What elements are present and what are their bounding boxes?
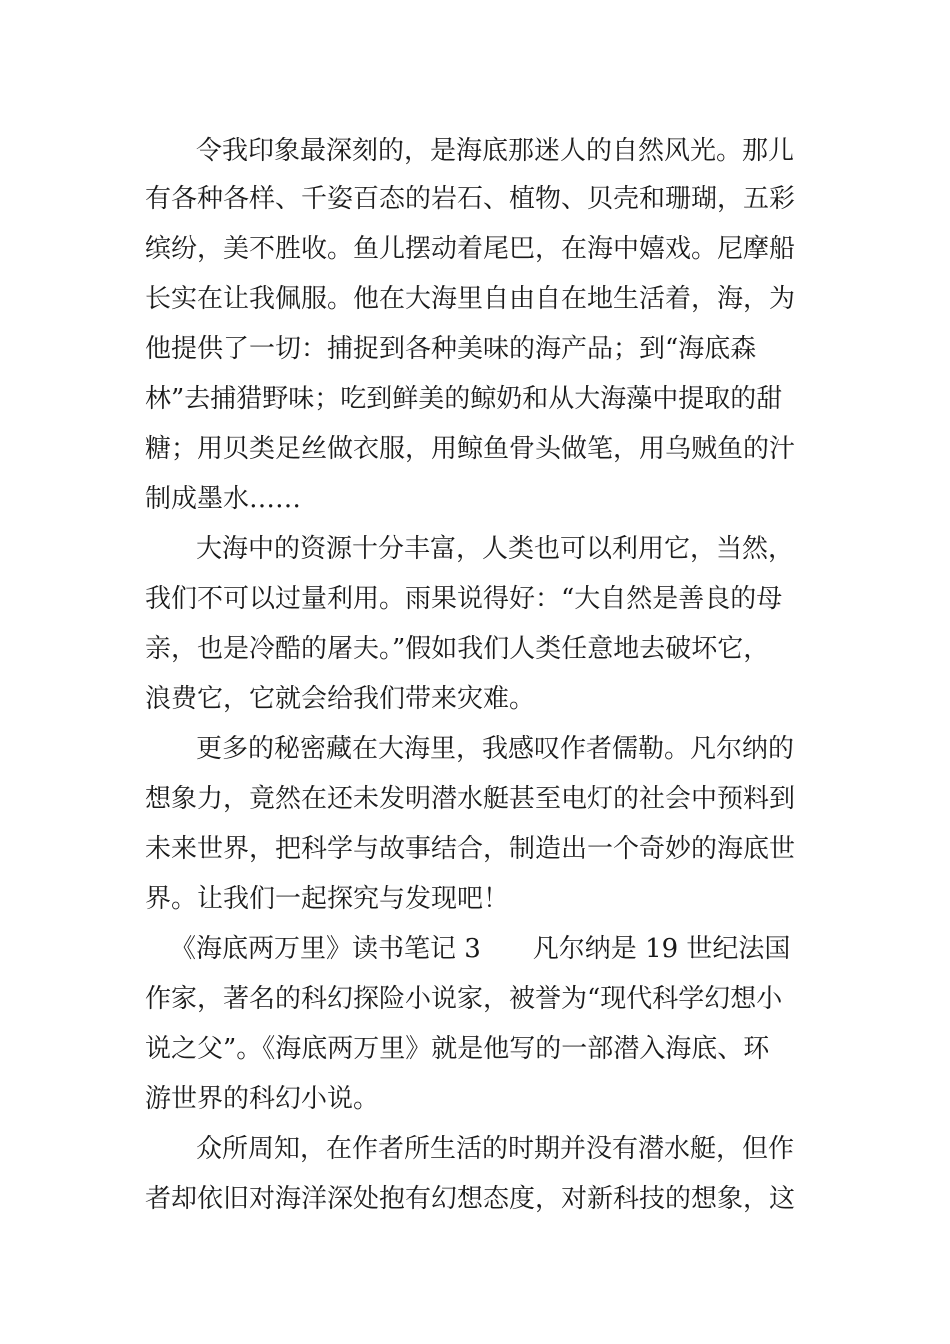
text-line: 想象力，竟然在还未发明潜水艇甚至电灯的社会中预料到 [145,784,796,814]
text-line: 缤纷，美不胜收。鱼儿摆动着尾巴，在海中嬉戏。尼摩船 [145,234,796,264]
text-line: 游世界的科幻小说。 [145,1084,380,1114]
text-line: 令我印象最深刻的，是海底那迷人的自然风光。那儿 [196,136,795,166]
text-line: 说之父”。《海底两万里》就是他写的一部潜入海底、环 [145,1034,770,1064]
text-line: 未来世界，把科学与故事结合，制造出一个奇妙的海底世 [145,834,796,864]
text-line: 《海底两万里》读书笔记 3 凡尔纳是 19 世纪法国 [170,934,791,964]
text-line: 制成墨水…… [145,484,302,514]
text-line: 他提供了一切：捕捉到各种美味的海产品；到“海底森 [145,334,757,364]
text-line: 亲，也是冷酷的屠夫。”假如我们人类任意地去破坏它， [145,634,770,664]
text-line: 糖；用贝类足丝做衣服，用鲸鱼骨头做笔，用乌贼鱼的汁 [145,434,796,464]
text-line: 界。让我们一起探究与发现吧！ [145,884,510,914]
text-line: 长实在让我佩服。他在大海里自由自在地生活着，海，为 [145,284,796,314]
text-line: 更多的秘密藏在大海里，我感叹作者儒勒。凡尔纳的 [196,734,795,764]
text-line: 浪费它，它就会给我们带来灾难。 [145,684,536,714]
text-line: 者却依旧对海洋深处抱有幻想态度，对新科技的想象，这 [145,1184,796,1214]
text-line: 有各种各样、千姿百态的岩石、植物、贝壳和珊瑚，五彩 [145,184,796,214]
text-line: 大海中的资源十分丰富，人类也可以利用它，当然， [196,534,795,564]
text-line: 我们不可以过量利用。雨果说得好：“大自然是善良的母 [145,584,783,614]
text-line: 林”去捕猎野味；吃到鲜美的鲸奶和从大海藻中提取的甜 [145,384,783,414]
text-line: 众所周知，在作者所生活的时期并没有潜水艇，但作 [196,1134,795,1164]
text-line: 作家，著名的科幻探险小说家，被誉为“现代科学幻想小 [145,984,783,1014]
